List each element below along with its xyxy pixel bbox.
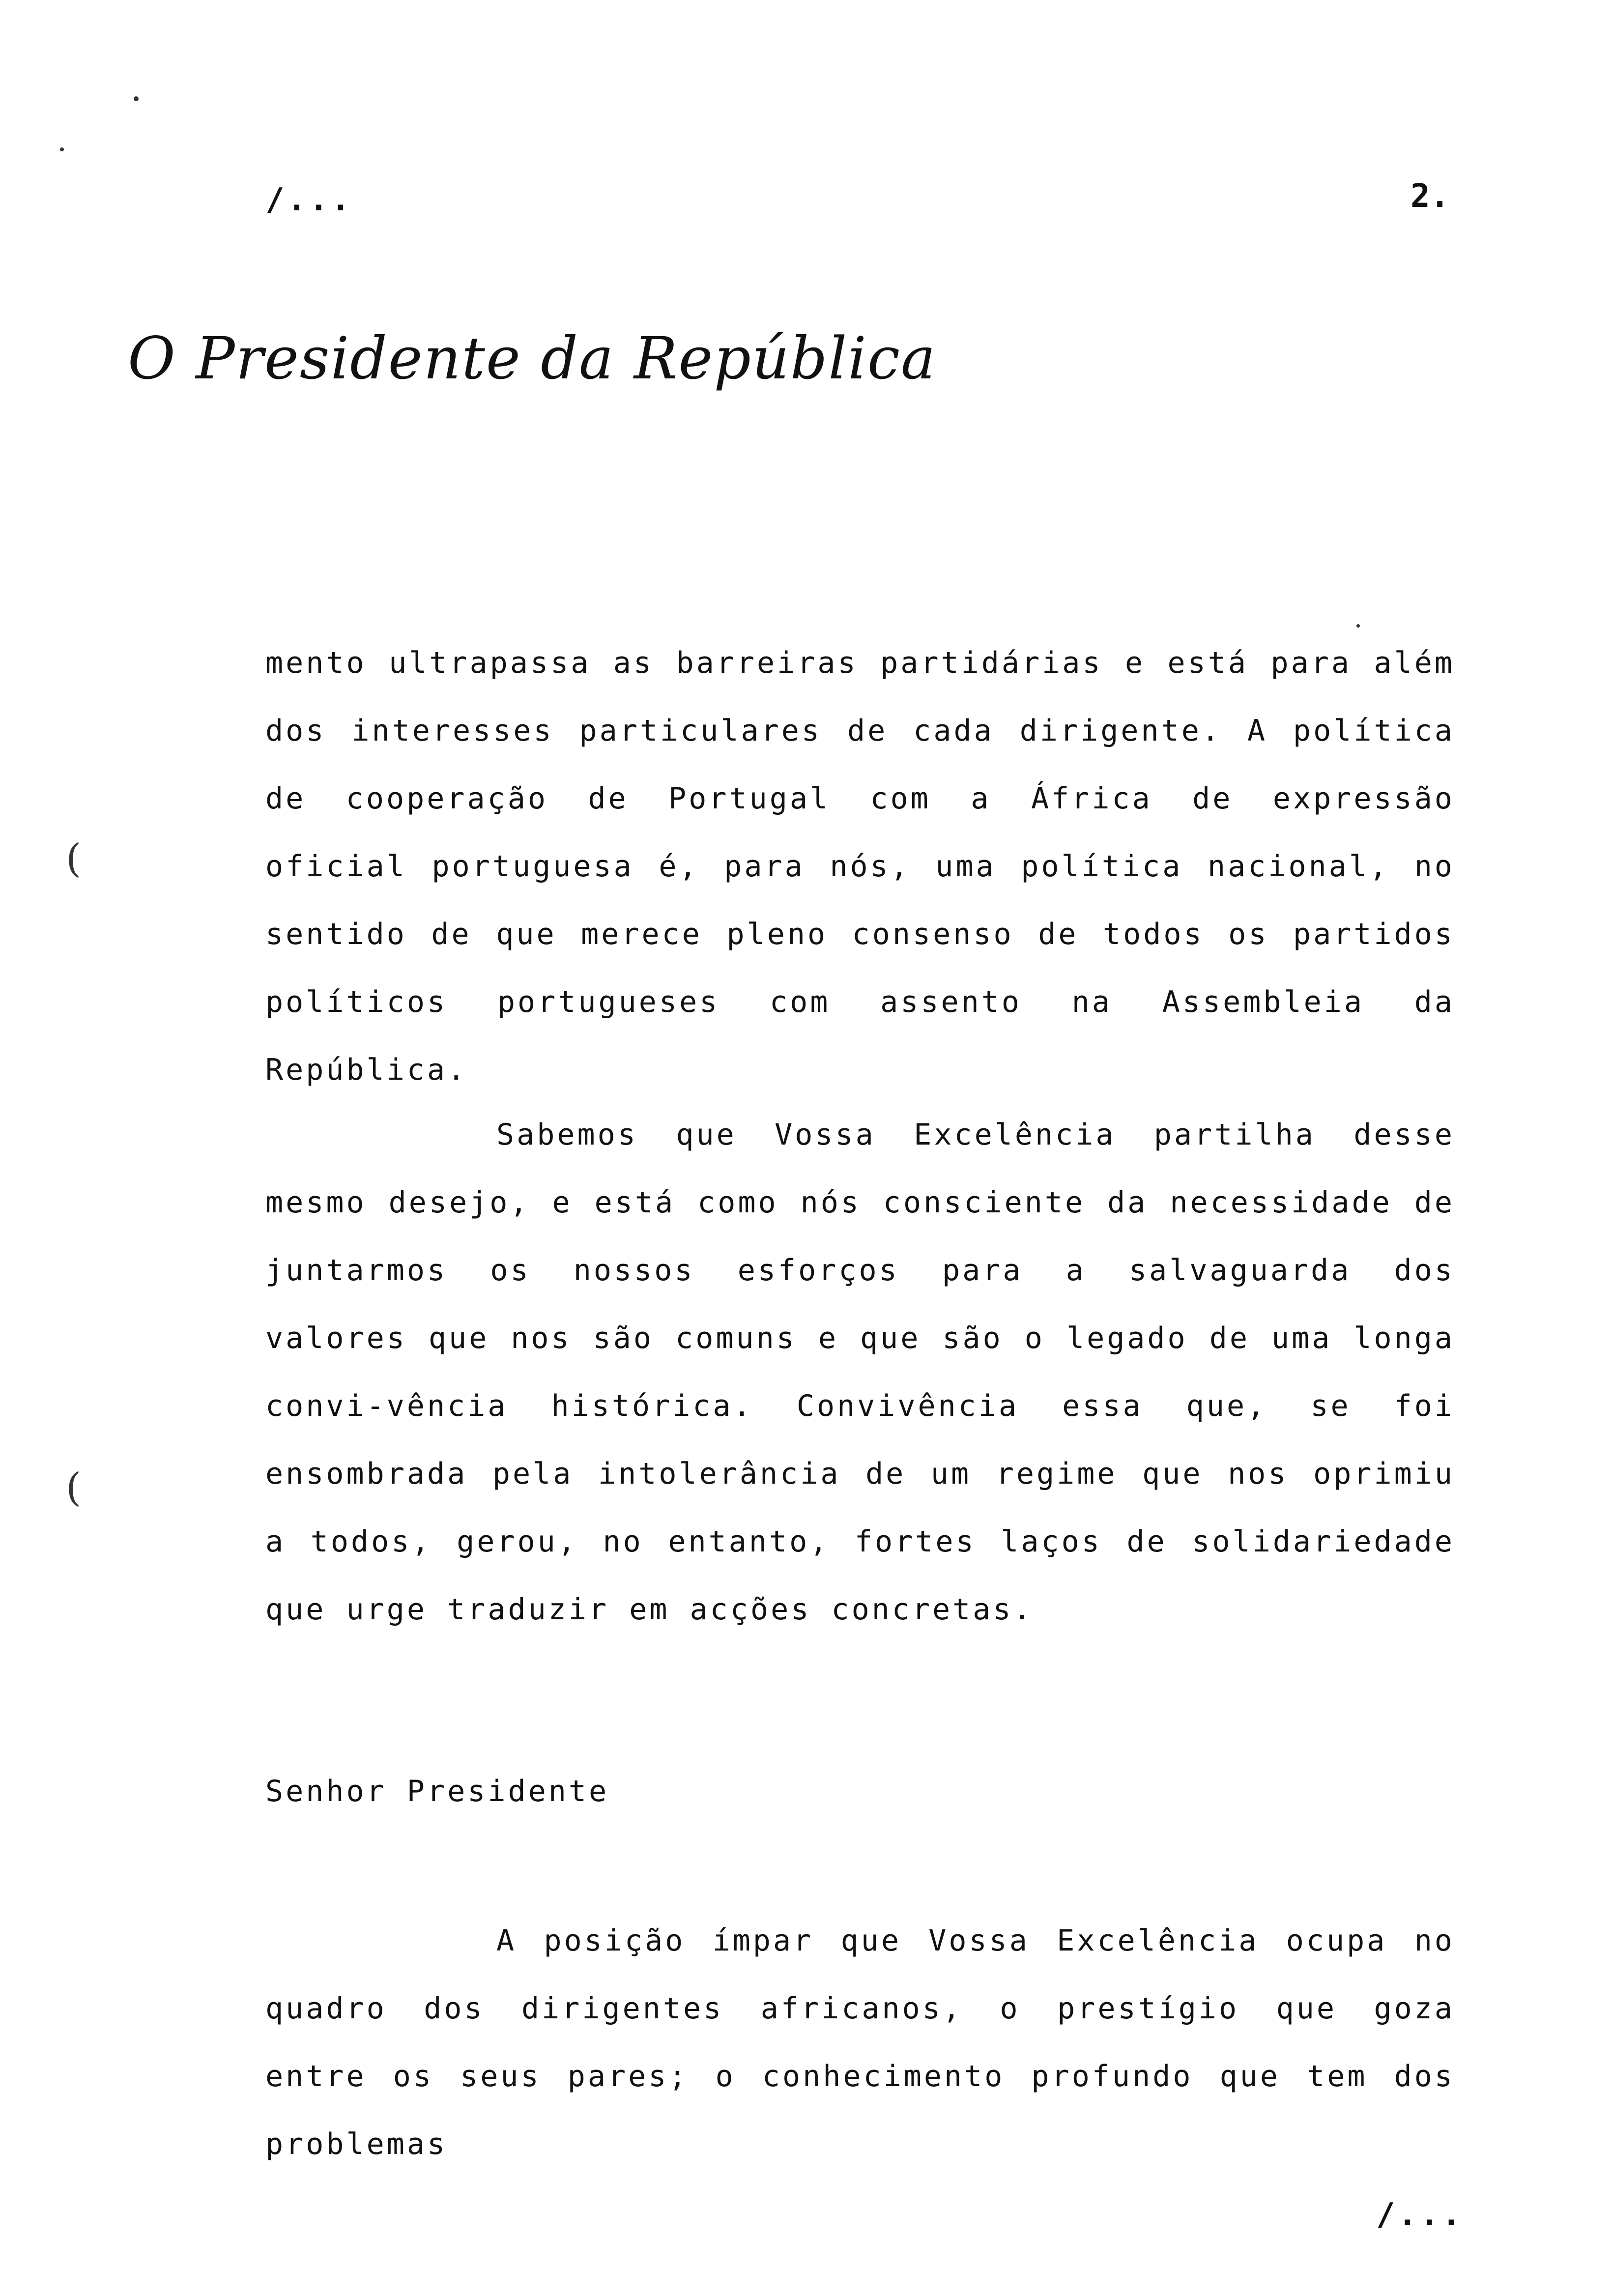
paragraph-text: Sabemos que Vossa Excelência partilha desse mesmo desejo, e está como nós consciente da necessidade de juntarmos os nossos esforços para a salvaguarda dos valores que nos são comuns e que são o legado de uma longa convi-vência histórica. Convivência essa que, se foi ensombrada pela intolerância de um regime que nos oprimiu a todos, gerou, no entanto, fortes laços de solidariedade que urge traduzir em acções concretas. bbox=[265, 1118, 1455, 1627]
continuation-mark-bottom: /... bbox=[1376, 2197, 1464, 2233]
margin-bracket-mark: ( bbox=[66, 835, 82, 881]
scan-speck bbox=[134, 96, 139, 101]
paragraph-text: mento ultrapassa as barreiras partidárias e está para além dos interesses particulares de cada dirigente. A política de cooperação de Portugal com a África de expressão oficial portuguesa é, para nós, uma política nacional, no sentido de que merece pleno consenso de todos os partidos políticos portugueses com assento na Assembleia da República. bbox=[265, 646, 1455, 1087]
paragraph-1 bbox=[265, 629, 1455, 1104]
paragraph-3 bbox=[265, 1907, 1455, 2178]
salutation: Senhor Presidente bbox=[265, 1774, 609, 1808]
letterhead-title: O Presidente da República bbox=[128, 324, 937, 392]
paragraph-2 bbox=[265, 1101, 1455, 1643]
continuation-mark-top: /... bbox=[265, 182, 353, 218]
scan-speck bbox=[60, 147, 64, 151]
paragraph-text: A posição ímpar que Vossa Excelência ocupa no quadro dos dirigentes africanos, o prestígio que goza entre os seus pares; o conhecimento profundo que tem dos problemas bbox=[265, 1923, 1455, 2161]
page-number: 2. bbox=[1410, 177, 1450, 215]
margin-bracket-mark: ( bbox=[66, 1464, 82, 1510]
scan-speck bbox=[1356, 624, 1360, 628]
